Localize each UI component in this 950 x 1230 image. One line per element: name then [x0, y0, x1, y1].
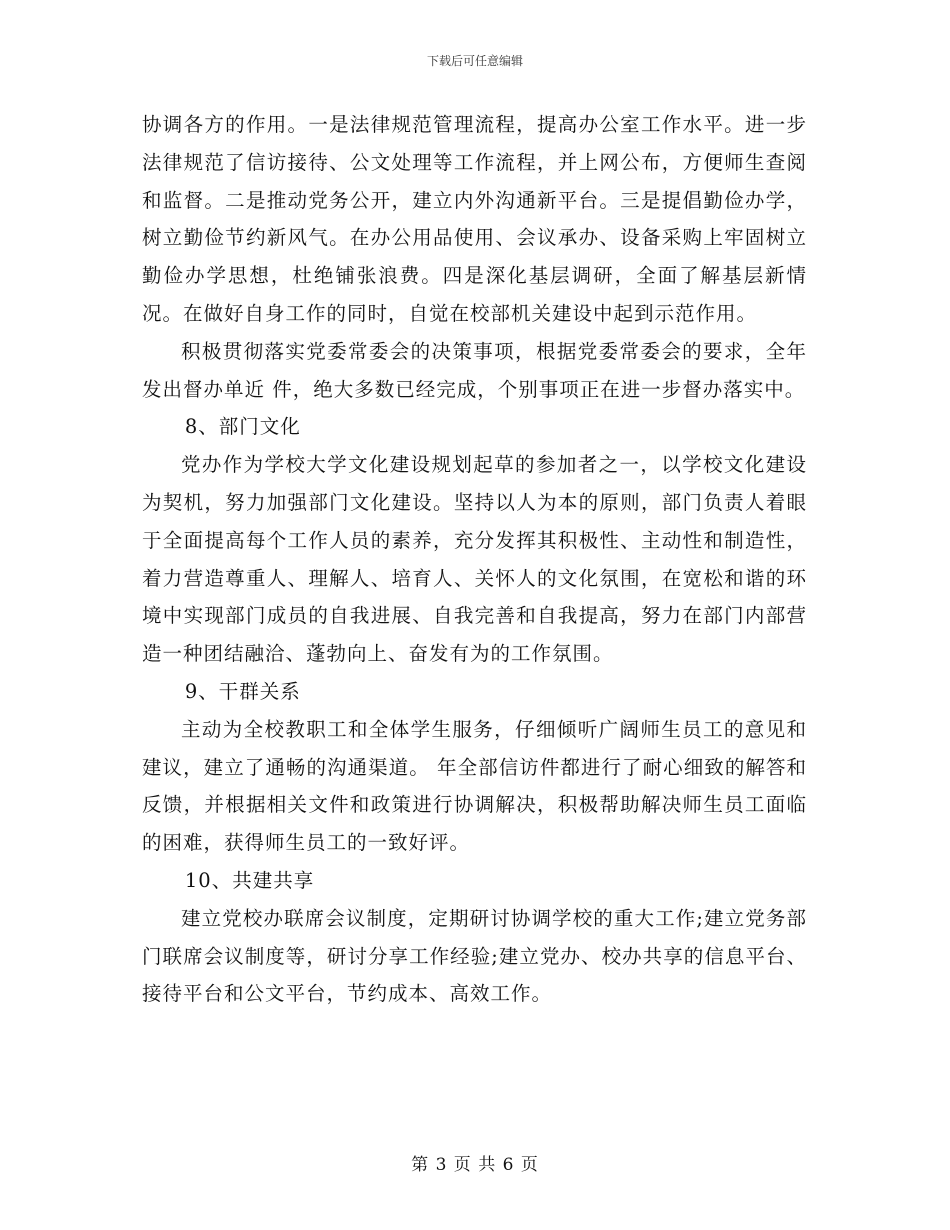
paragraph-5: 建立党校办联席会议制度，定期研讨协调学校的重大工作;建立党务部门联席会议制度等，研讨分享工作经验;建立党办、校办共享的信息平台、接待平台和公文平台，节约成本、高效工作。 [142, 906, 807, 1006]
page-header: 下载后可任意编辑 [426, 54, 523, 68]
paragraph-3: 党办作为学校大学文化建设规划起草的参加者之一，以学校文化建设为契机，努力加强部门文化建设。坚持以人为本的原则，部门负责人着眼于全面提高每个工作人员的素养，充分发挥其积极性、主动性和制造性，着力营造尊重人、理解人、培育人、关怀人的文化氛围，在宽松和谐的环境中实现部门成员的自我进展、自我完善和自我提高，努力在部门内部营造一种团结融洽、蓬勃向上、奋发有为的工作氛围。 [142, 453, 807, 666]
document-body [142, 106, 807, 1013]
section-heading-8: 8、部门文化 [184, 415, 301, 439]
paragraph-4: 主动为全校教职工和全体学生服务，仔细倾听广阔师生员工的意见和建议，建立了通畅的沟通渠道。 年全部信访件都进行了耐心细致的解答和反馈，并根据相关文件和政策进行协调解决，积极帮助解决师生员工面临的困难，获得师生员工的一致好评。 [142, 717, 807, 855]
section-heading-9: 9、干群关系 [184, 679, 301, 703]
paragraph-1: 协调各方的作用。一是法律规范管理流程，提高办公室工作水平。进一步法律规范了信访接待、公文处理等工作流程，并上网公布，方便师生查阅和监督。二是推动党务公开，建立内外沟通新平台。三是提倡勤俭办学，树立勤俭节约新风气。在办公用品使用、会议承办、设备采购上牢固树立勤俭办学思想，杜绝铺张浪费。四是深化基层调研，全面了解基层新情况。在做好自身工作的同时，自觉在校部机关建设中起到示范作用。 [142, 113, 807, 325]
section-heading-10: 10、共建共享 [184, 868, 315, 892]
page-footer: 第 3 页 共 6 页 [411, 1155, 539, 1175]
paragraph-2: 积极贯彻落实党委常委会的决策事项，根据党委常委会的要求，全年发出督办单近 件，绝大多数已经完成，个别事项正在进一步督办落实中。 [142, 339, 807, 401]
